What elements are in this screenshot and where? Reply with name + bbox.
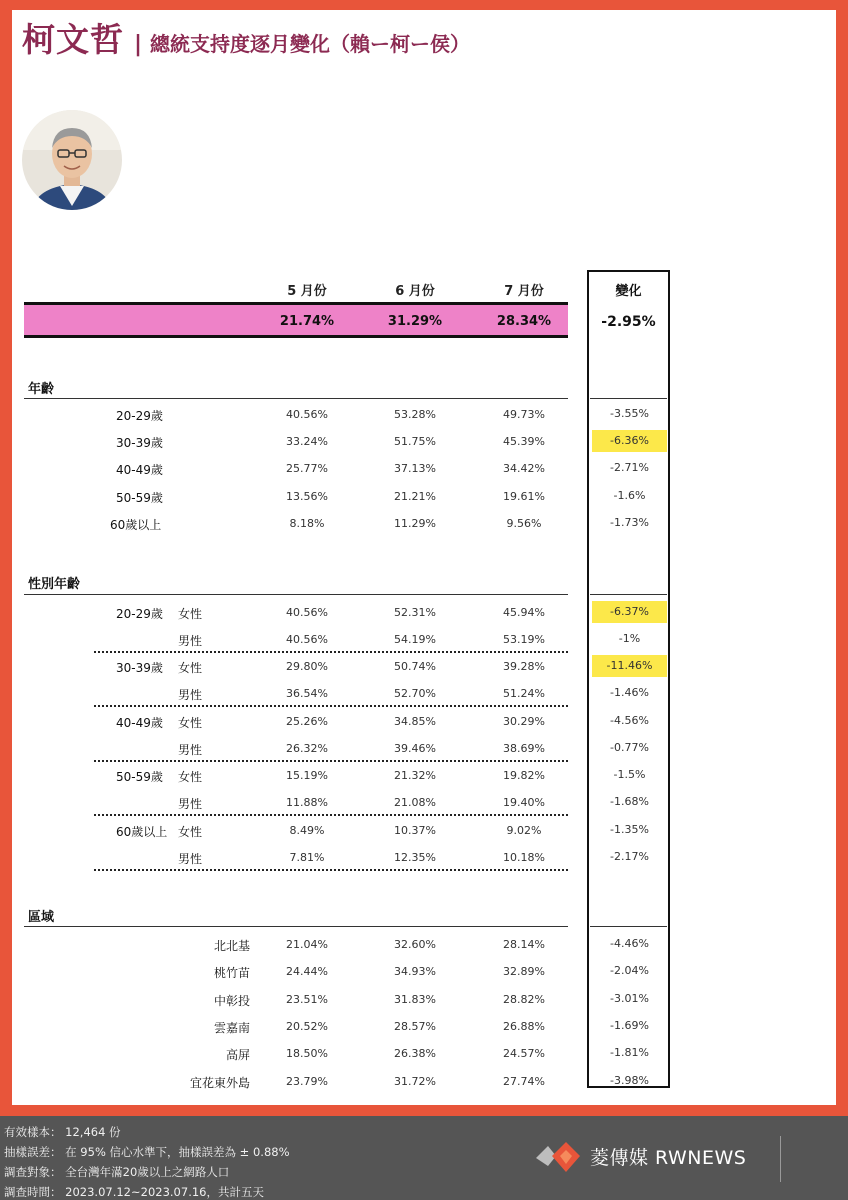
table-cell: 23.79% <box>286 1075 328 1088</box>
change-cell: -1.73% <box>610 516 649 529</box>
table-cell: 21.32% <box>394 769 436 782</box>
table-cell: 21.08% <box>394 796 436 809</box>
group-divider <box>94 814 568 816</box>
table-cell: 34.42% <box>503 462 545 475</box>
table-cell: 54.19% <box>394 633 436 646</box>
table-cell: 40.56% <box>286 633 328 646</box>
table-cell: 19.40% <box>503 796 545 809</box>
table-cell: 9.02% <box>506 824 542 837</box>
change-cell: -11.46% <box>592 655 667 677</box>
change-cell: -1.46% <box>610 686 649 699</box>
group-divider <box>94 760 568 762</box>
row-label-age: 40-49歲 <box>116 463 163 477</box>
table-cell: 19.82% <box>503 769 545 782</box>
table-cell: 18.50% <box>286 1047 328 1060</box>
table-cell: 51.24% <box>503 687 545 700</box>
group-divider <box>94 705 568 707</box>
table-cell: 40.56% <box>286 606 328 619</box>
row-label-gender: 女性 <box>178 770 203 784</box>
row-label-region: 桃竹苗 <box>213 966 250 980</box>
change-divider <box>590 398 667 399</box>
row-label-age: 30-39歲 <box>116 436 163 450</box>
table-cell: 34.93% <box>394 965 436 978</box>
table-cell: 19.61% <box>503 490 545 503</box>
change-cell: -3.01% <box>610 992 649 1005</box>
change-cell: -6.36% <box>592 430 667 452</box>
section-title-age: 年齡 <box>28 382 55 397</box>
table-cell: 45.94% <box>503 606 545 619</box>
table-cell: 28.57% <box>394 1020 436 1033</box>
change-cell: -0.77% <box>610 741 649 754</box>
table-cell: 31.72% <box>394 1075 436 1088</box>
change-cell: -1.5% <box>613 768 646 781</box>
row-label-gender: 男性 <box>178 852 203 866</box>
change-cell: -6.37% <box>592 601 667 623</box>
row-label-age-group: 30-39歲 <box>116 661 163 675</box>
row-label-region: 高屏 <box>225 1048 250 1062</box>
row-label-age: 60歲以上 <box>110 518 162 532</box>
row-label-gender: 女性 <box>178 607 203 621</box>
table-cell: 28.14% <box>503 938 545 951</box>
row-label-age-group: 60歲以上 <box>116 825 168 839</box>
row-label-region: 中彰投 <box>213 994 250 1008</box>
table-cell: 31.83% <box>394 993 436 1006</box>
table-cell: 26.38% <box>394 1047 436 1060</box>
footer-population: 調查對象： 全台灣年滿20歲以上之網路人口 <box>4 1165 230 1179</box>
row-label-gender: 男性 <box>178 743 203 757</box>
table-cell: 26.32% <box>286 742 328 755</box>
table-cell: 10.18% <box>503 851 545 864</box>
table-cell: 23.51% <box>286 993 328 1006</box>
change-cell: -1.81% <box>610 1046 649 1059</box>
table-cell: 49.73% <box>503 408 545 421</box>
change-cell: -1.69% <box>610 1019 649 1032</box>
table-cell: 39.46% <box>394 742 436 755</box>
row-label-region: 宜花東外島 <box>189 1076 250 1090</box>
change-cell: -4.56% <box>610 714 649 727</box>
table-cell: 51.75% <box>394 435 436 448</box>
col-header-change: 變化 <box>615 284 642 299</box>
row-label-region: 北北基 <box>213 939 250 953</box>
change-cell: -2.71% <box>610 461 649 474</box>
table-cell: 39.28% <box>503 660 545 673</box>
table-cell: 20.52% <box>286 1020 328 1033</box>
change-cell: -1.35% <box>610 823 649 836</box>
table-cell: 25.77% <box>286 462 328 475</box>
overall-change: -2.95% <box>601 314 656 330</box>
candidate-name: 柯文哲 <box>22 20 124 59</box>
table-cell: 28.82% <box>503 993 545 1006</box>
table-cell: 34.85% <box>394 715 436 728</box>
row-label-age-group: 50-59歲 <box>116 770 163 784</box>
table-cell: 11.88% <box>286 796 328 809</box>
footer-survey-period: 調查時間： 2023.07.12~2023.07.16，共計五天 <box>4 1185 264 1199</box>
change-cell: -3.98% <box>610 1074 649 1087</box>
table-cell: 15.19% <box>286 769 328 782</box>
footer-margin-of-error: 抽樣誤差： 在 95% 信心水準下，抽樣誤差為 ± 0.88% <box>4 1145 290 1159</box>
row-label-age: 50-59歲 <box>116 491 163 505</box>
section-divider <box>24 398 568 399</box>
change-cell: -1% <box>618 632 641 645</box>
table-cell: 30.29% <box>503 715 545 728</box>
table-cell: 21.21% <box>394 490 436 503</box>
table-cell: 9.56% <box>506 517 542 530</box>
col-header-may: 5 月份 <box>287 284 327 299</box>
overall-june: 31.29% <box>387 314 443 329</box>
group-divider <box>94 869 568 871</box>
row-label-gender: 女性 <box>178 716 203 730</box>
table-cell: 7.81% <box>289 851 325 864</box>
row-label-gender: 男性 <box>178 797 203 811</box>
table-cell: 10.37% <box>394 824 436 837</box>
change-cell: -4.46% <box>610 937 649 950</box>
table-cell: 12.35% <box>394 851 436 864</box>
table-cell: 29.80% <box>286 660 328 673</box>
section-title-region: 區域 <box>28 910 55 925</box>
table-cell: 24.44% <box>286 965 328 978</box>
brand-divider <box>780 1136 781 1182</box>
table-cell: 37.13% <box>394 462 436 475</box>
change-cell: -2.04% <box>610 964 649 977</box>
table-cell: 52.31% <box>394 606 436 619</box>
section-title-gender-age: 性別年齡 <box>28 577 81 592</box>
row-label-gender: 男性 <box>178 688 203 702</box>
table-cell: 32.89% <box>503 965 545 978</box>
table-cell: 40.56% <box>286 408 328 421</box>
table-cell: 53.19% <box>503 633 545 646</box>
footer-sample-size: 有效樣本： 12,464 份 <box>4 1125 121 1139</box>
table-cell: 25.26% <box>286 715 328 728</box>
change-cell: -1.6% <box>613 489 646 502</box>
table-cell: 53.28% <box>394 408 436 421</box>
table-cell: 50.74% <box>394 660 436 673</box>
candidate-photo <box>22 110 122 210</box>
row-label-gender: 男性 <box>178 634 203 648</box>
title-separator: | <box>134 32 143 57</box>
change-divider <box>590 926 667 927</box>
table-cell: 26.88% <box>503 1020 545 1033</box>
change-cell: -3.55% <box>610 407 649 420</box>
report-subtitle: 總統支持度逐月變化（賴ー柯ー侯） <box>150 32 471 56</box>
row-label-gender: 女性 <box>178 661 203 675</box>
group-divider <box>94 651 568 653</box>
table-cell: 8.49% <box>289 824 325 837</box>
table-cell: 21.04% <box>286 938 328 951</box>
change-divider <box>590 594 667 595</box>
row-label-region: 雲嘉南 <box>213 1021 250 1035</box>
col-header-july: 7 月份 <box>504 284 544 299</box>
brand-name: 菱傳媒 RWNEWS <box>590 1146 747 1169</box>
report-title <box>22 14 470 61</box>
row-label-age-group: 20-29歲 <box>116 607 163 621</box>
section-divider <box>24 926 568 927</box>
overall-may: 21.74% <box>279 314 335 329</box>
table-cell: 38.69% <box>503 742 545 755</box>
change-cell: -2.17% <box>610 850 649 863</box>
table-cell: 45.39% <box>503 435 545 448</box>
table-cell: 36.54% <box>286 687 328 700</box>
overall-july: 28.34% <box>496 314 552 329</box>
table-cell: 32.60% <box>394 938 436 951</box>
table-cell: 8.18% <box>289 517 325 530</box>
table-cell: 13.56% <box>286 490 328 503</box>
row-label-gender: 女性 <box>178 825 203 839</box>
row-label-age: 20-29歲 <box>116 409 163 423</box>
brand-logo <box>534 1138 746 1174</box>
section-divider <box>24 594 568 595</box>
table-cell: 33.24% <box>286 435 328 448</box>
change-cell: -1.68% <box>610 795 649 808</box>
table-cell: 27.74% <box>503 1075 545 1088</box>
table-cell: 11.29% <box>394 517 436 530</box>
col-header-june: 6 月份 <box>395 284 435 299</box>
brand-mark-icon <box>534 1138 582 1174</box>
row-label-age-group: 40-49歲 <box>116 716 163 730</box>
table-cell: 24.57% <box>503 1047 545 1060</box>
table-cell: 52.70% <box>394 687 436 700</box>
